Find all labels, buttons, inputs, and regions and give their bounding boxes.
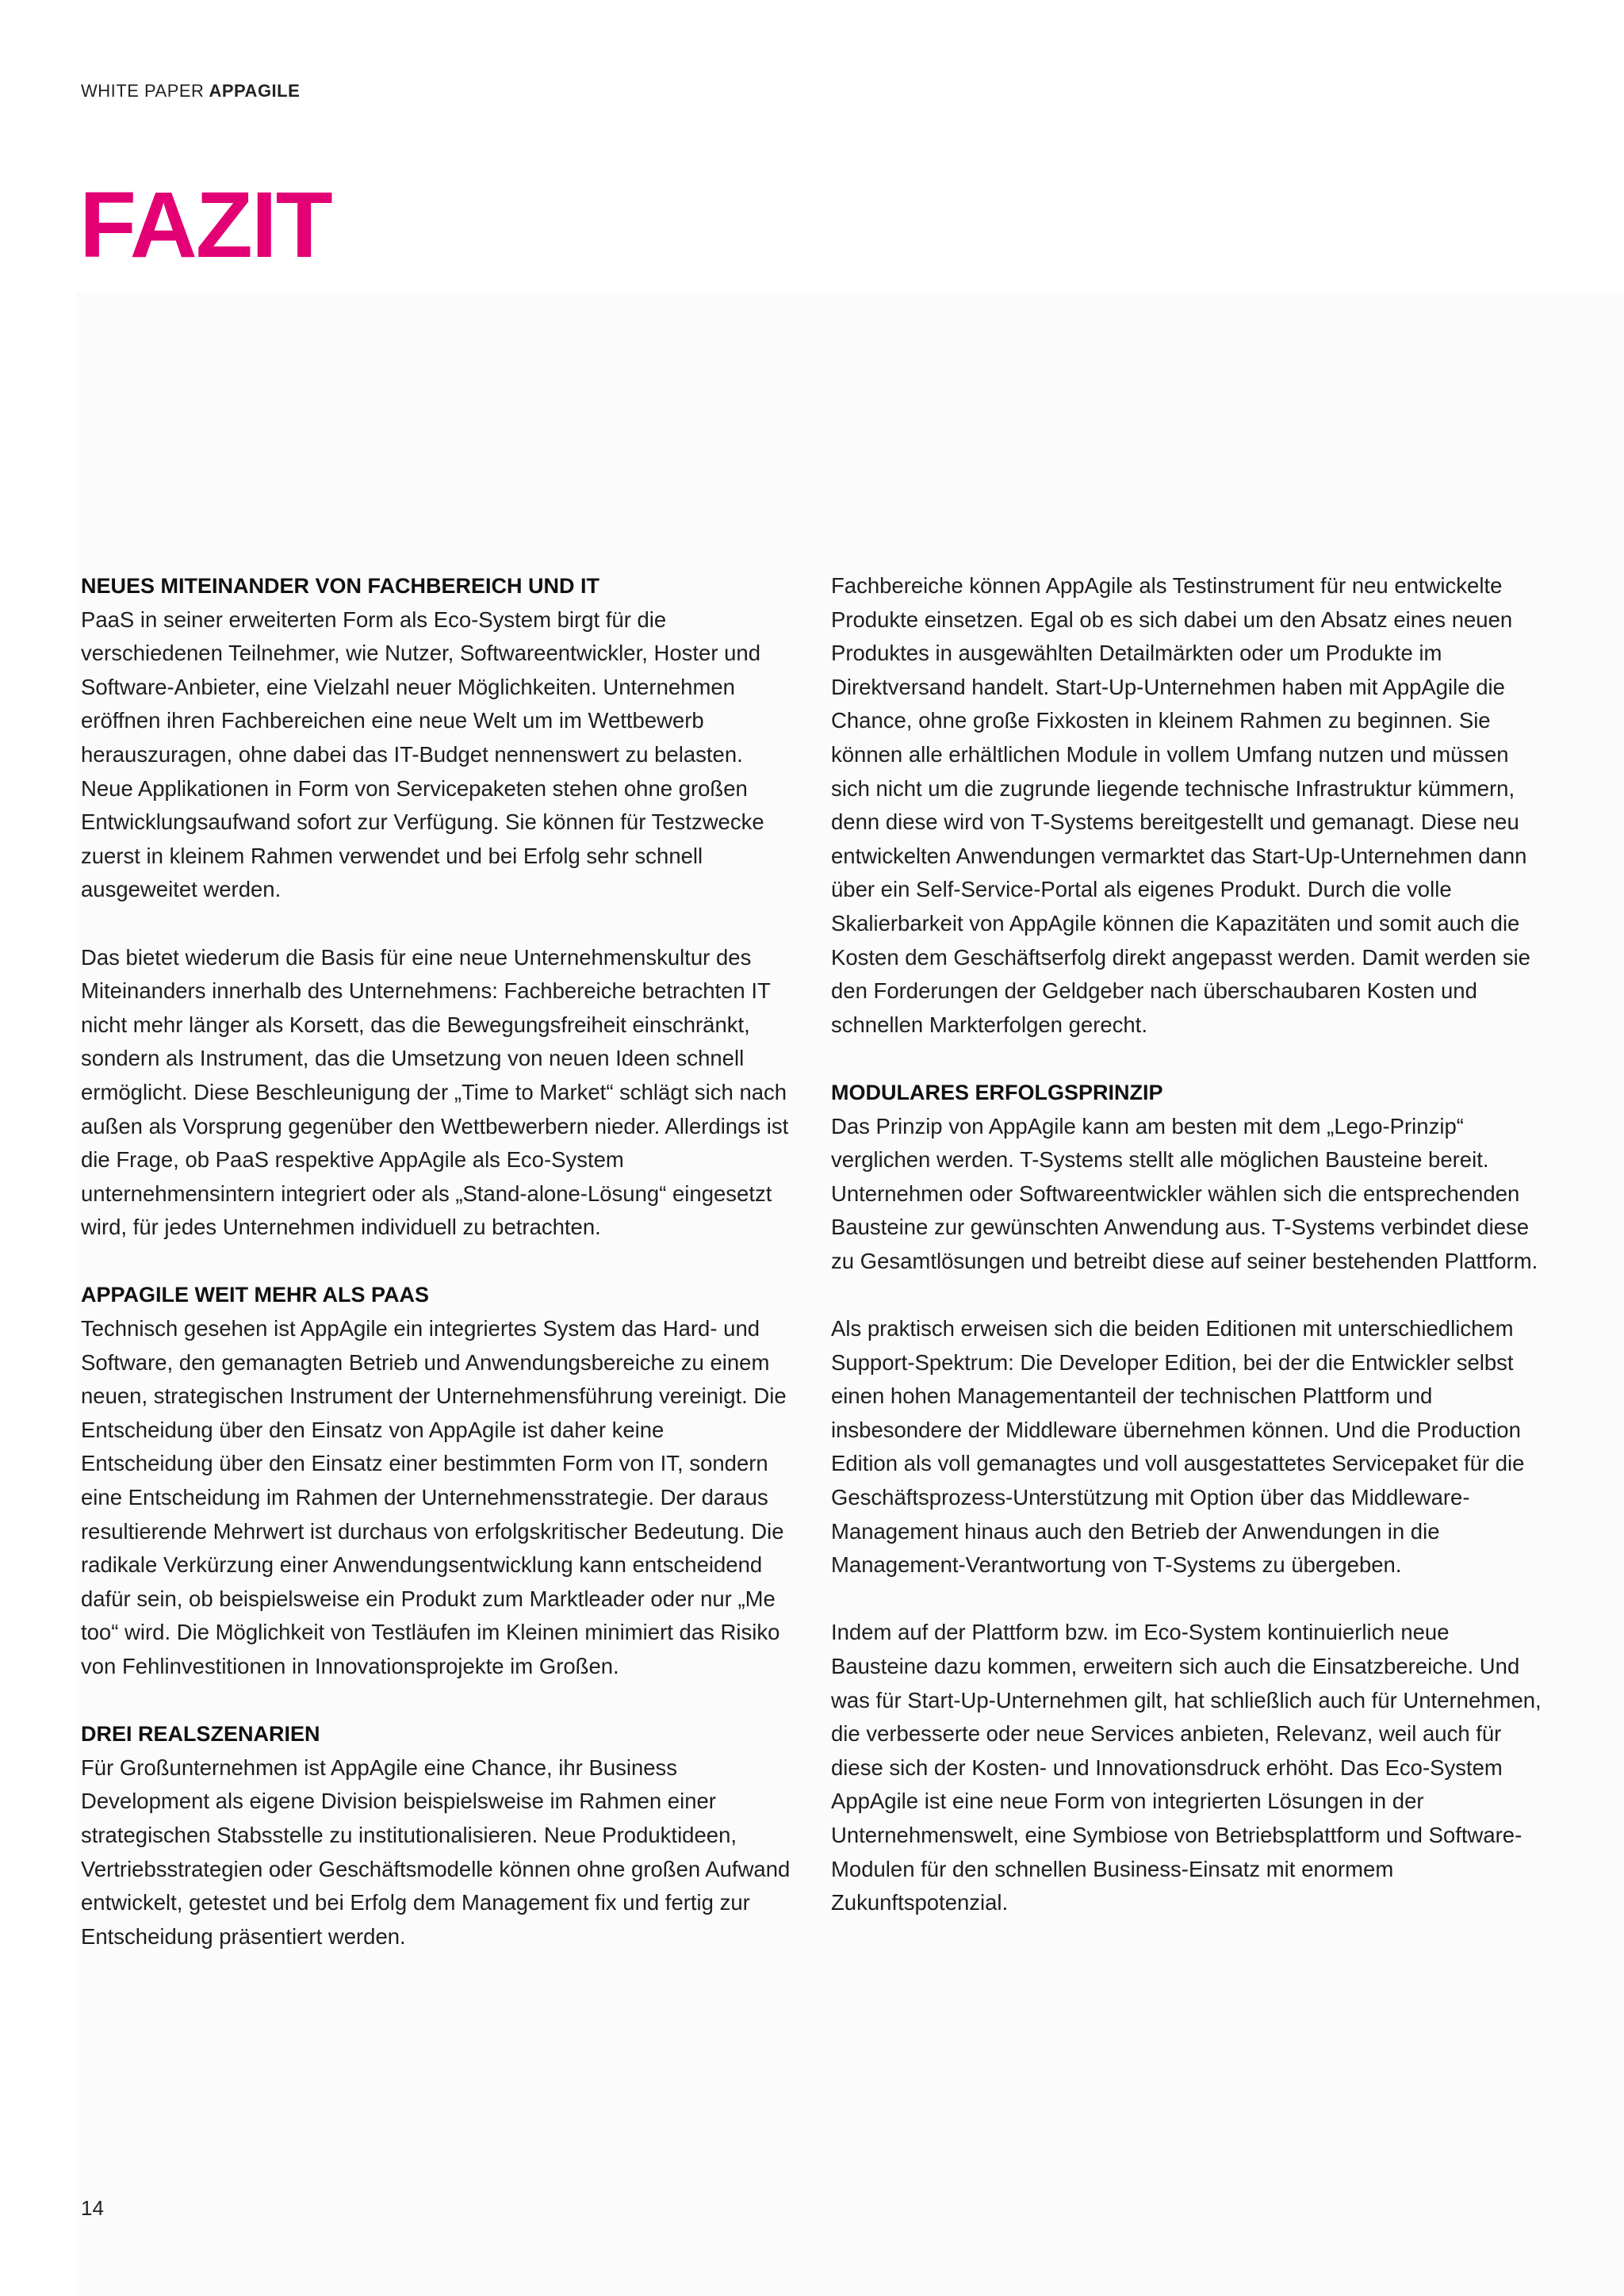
paragraph: PaaS in seiner erweiterten Form als Eco-System birgt für die verschiedenen Teilnehmer, wie Nutzer, Softwareentwickler, Hoster und Software-Anbieter, eine Vielzahl neuer Möglichkeiten. Unternehmen eröffnen ihren Fachbereichen eine neue Welt um im Wettbewerb herauszuragen, ohne dabei das IT-Budget nennenswert zu belasten. Neue Applikationen in Form von Servicepaketen stehen ohne großen Entwicklungsaufwand sofort zur Verfügung. Sie können für Testzwecke zuerst in kleinem Rahmen verwendet und bei Erfolg sehr schnell ausgeweitet werden. [81,607,764,902]
left-column [81,569,795,1988]
section-appagile-weit-mehr [81,1278,795,1683]
right-column [831,569,1545,1954]
page-title: FAZIT [79,173,331,277]
header-label: WHITE PAPER [81,81,205,101]
page-number: 14 [81,2196,104,2220]
paragraph: Technisch gesehen ist AppAgile ein integriertes System das Hard- und Software, den gemanagten Betrieb und Anwendungsbereiche zu einem neuen, strategischen Instrument der Unternehmensführung vereinigt. Die Entscheidung über den Einsatz von AppAgile ist daher keine Entscheidung über den Einsatz einer bestimmten Form von IT, sondern eine Entscheidung im Rahmen der Unternehmensstrategie. Der daraus resultierende Mehrwert ist durchaus von erfolgskritischer Bedeutung. Die radikale Verkürzung einer Anwendungsentwicklung kann entscheidend dafür sein, ob beispielsweise ein Produkt zum Marktleader oder nur „Me too“ wird. Die Möglichkeit von Testläufen im Kleinen minimiert das Risiko von Fehlinvestitionen in Innovationsprojekte im Großen. [81,1316,787,1678]
paragraph: Für Großunternehmen ist AppAgile eine Chance, ihr Business Development als eigene Division beispielsweise im Rahmen einer strategischen Stabsstelle zu institutionalisieren. Neue Produktideen, Vertriebsstrategien oder Geschäftsmodelle können ohne großen Aufwand entwickelt, getestet und bei Erfolg dem Management fix und fertig zur Entscheidung präsentiert werden. [81,1755,791,1949]
header-brand: APPAGILE [209,81,301,101]
paragraph: Als praktisch erweisen sich die beiden Editionen mit unterschiedlichem Support-Spektrum: Die Developer Edition, bei der die Entwickler selbst einen hohen Managementanteil der technischen Plattform und insbesondere der Middleware übernehmen können. Und die Production Edition als voll gemanagtes und voll ausgestattetes Servicepaket für die Geschäftsprozess-Unterstützung mit Option über das Middleware-Management hinaus auch den Betrieb der Anwendungen in die Management-Verantwortung von T-Systems zu übergeben. [831,1316,1525,1578]
section-neues-miteinander [81,569,795,1245]
paragraph: Das bietet wiederum die Basis für eine neue Unternehmenskultur des Miteinanders innerhalb des Unternehmens: Fachbereiche betrachten IT nicht mehr länger als Korsett, das die Bewegungsfreiheit einschränkt, sondern als Instrument, das die Umsetzung von neuen Ideen schnell ermöglicht. Diese Beschleunigung der „Time to Market“ schlägt sich nach außen als Vorsprung gegenüber den Wettbewerbern nieder. Allerdings ist die Frage, ob PaaS respektive AppAgile als Eco-System unternehmensintern integriert oder als „Stand-alone-Lösung“ eingesetzt wird, für jedes Unternehmen individuell zu betrachten. [81,944,789,1240]
running-header [81,81,300,101]
section-drei-realszenarien [81,1717,795,1954]
section-modulares-erfolgsprinzip [831,1076,1545,1920]
section-heading: APPAGILE WEIT MEHR ALS PAAS [81,1283,430,1307]
section-fachbereiche-continued [831,569,1545,1042]
section-heading: NEUES MITEINANDER VON FACHBEREICH UND IT [81,574,600,598]
section-heading: DREI REALSZENARIEN [81,1722,320,1747]
paragraph: Indem auf der Plattform bzw. im Eco-System kontinuierlich neue Bausteine dazu kommen, erweitern sich auch die Einsatzbereiche. Und was für Start-Up-Unternehmen gilt, hat schließlich auch für Unternehmen, die verbesserte oder neue Services anbieten, Relevanz, weil auch für diese sich der Kosten- und Innovationsdruck erhöht. Das Eco-System AppAgile ist eine neue Form von integrierten Lösungen in der Unternehmenswelt, eine Symbiose von Betriebsplattform und Software-Modulen für den schnellen Business-Einsatz mit enormem Zukunftspotenzial. [831,1620,1542,1915]
section-heading: MODULARES ERFOLGSPRINZIP [831,1080,1163,1104]
paragraph: Fachbereiche können AppAgile als Testinstrument für neu entwickelte Produkte einsetzen. Egal ob es sich dabei um den Absatz eines neuen Produktes in ausgewählten Detailmärkten oder um Produkte im Direktversand handelt. Start-Up-Unternehmen haben mit AppAgile die Chance, ohne große Fixkosten in kleinem Rahmen zu beginnen. Sie können alle erhältlichen Module in vollem Umfang nutzen und müssen sich nicht um die zugrunde liegende technische Infrastruktur kümmern, denn diese wird von T-Systems bereitgestellt und gemanagt. Diese neu entwickelten Anwendungen vermarktet das Start-Up-Unternehmen dann über ein Self-Service-Portal als eigenes Produkt. Durch die volle Skalierbarkeit von AppAgile können die Kapazitäten und somit auch die Kosten dem Geschäftserfolg direkt angepasst werden. Damit werden sie den Forderungen der Geldgeber nach überschaubaren Kosten und schnellen Markterfolgen gerecht. [831,573,1530,1037]
paragraph: Das Prinzip von AppAgile kann am besten mit dem „Lego-Prinzip“ verglichen werden. T-Systems stellt alle möglichen Bausteine bereit. Unternehmen oder Softwareentwickler wählen sich die entsprechenden Bausteine zur gewünschten Anwendung aus. T-Systems verbindet diese zu Gesamtlösungen und betreibt diese auf seiner bestehenden Plattform. [831,1113,1538,1273]
